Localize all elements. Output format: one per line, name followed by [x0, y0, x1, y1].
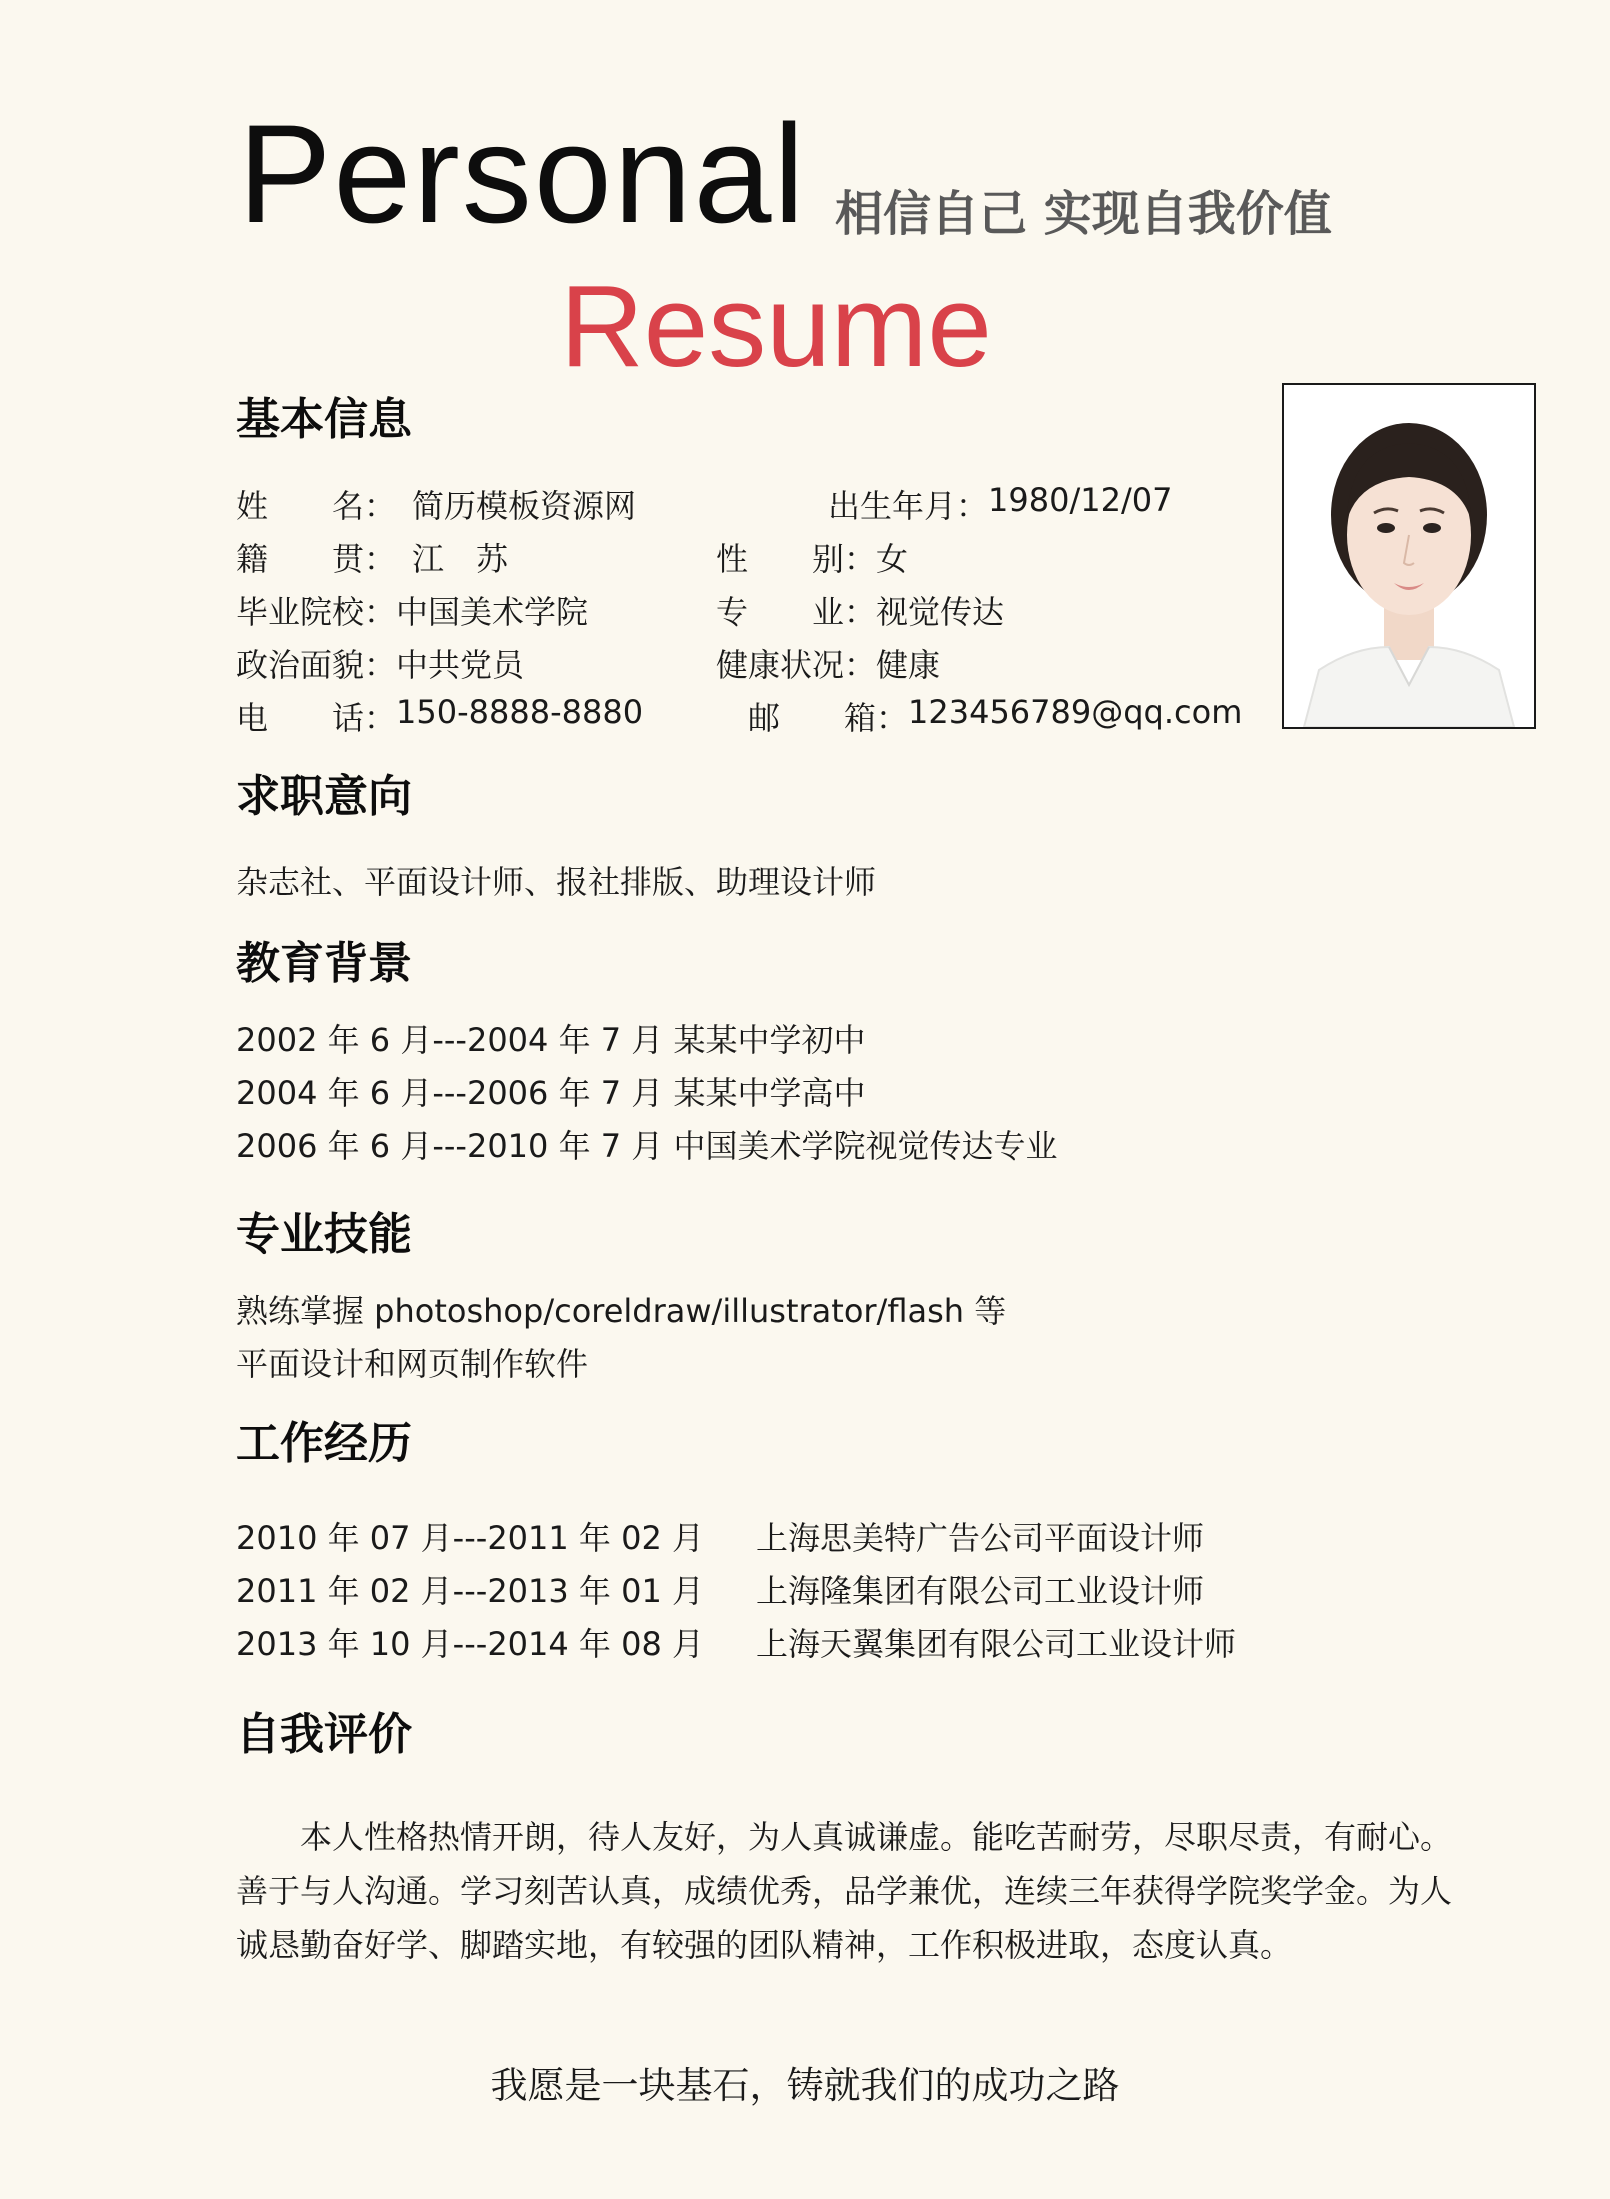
info-label: 健康状况：	[716, 646, 877, 684]
work-period: 2013 年 10 月---2014 年 08 月	[236, 1625, 704, 1663]
section-title-basic-info: 基本信息	[236, 394, 412, 445]
info-label: 电 话：	[236, 699, 397, 737]
info-row	[236, 640, 1256, 684]
title-personal: Personal	[238, 95, 807, 252]
work-period: 2010 年 07 月---2011 年 02 月	[236, 1519, 704, 1557]
info-row	[236, 693, 1256, 737]
skills-line: 熟练掌握 photoshop/coreldraw/illustrator/flash 等	[236, 1292, 1007, 1330]
footer-motto: 我愿是一块基石，铸就我们的成功之路	[490, 2064, 1120, 2107]
portrait-illustration	[1284, 385, 1534, 727]
info-label: 毕业院校：	[236, 593, 397, 631]
info-label: 出生年月：	[828, 487, 989, 525]
info-row	[236, 587, 1256, 631]
info-value: 视觉传达	[876, 593, 1005, 631]
info-label: 专 业：	[716, 593, 877, 631]
education-item: 2002 年 6 月---2004 年 7 月 某某中学初中	[236, 1021, 866, 1059]
work-desc: 上海隆集团有限公司工业设计师	[756, 1572, 1205, 1610]
section-title-work: 工作经历	[236, 1418, 412, 1469]
info-value: 女	[876, 540, 909, 578]
work-period: 2011 年 02 月---2013 年 01 月	[236, 1572, 704, 1610]
section-title-self-evaluation: 自我评价	[236, 1709, 412, 1760]
education-item: 2006 年 6 月---2010 年 7 月 中国美术学院视觉传达专业	[236, 1127, 1058, 1165]
self-evaluation-text: 本人性格热情开朗，待人友好，为人真诚谦虚。能吃苦耐劳，尽职尽责，有耐心。善于与人沟通。学习刻苦认真，成绩优秀，品学兼优，连续三年获得学院奖学金。为人诚恳勤奋好学、脚踏实地，有较强的团队精神，工作积极进取，态度认真。	[236, 1818, 1453, 1964]
slogan: 相信自己 实现自我价值	[835, 186, 1332, 242]
work-desc: 上海思美特广告公司平面设计师	[756, 1519, 1205, 1557]
info-value: 150-8888-8880	[396, 693, 644, 731]
skills-line: 平面设计和网页制作软件	[236, 1345, 589, 1383]
info-label: 邮 箱：	[748, 699, 909, 737]
job-intention-text: 杂志社、平面设计师、报社排版、助理设计师	[236, 863, 877, 901]
info-label: 政治面貌：	[236, 646, 397, 684]
info-value: 中共党员	[396, 646, 525, 684]
info-value: 123456789@qq.com	[908, 693, 1243, 731]
education-item: 2004 年 6 月---2006 年 7 月 某某中学高中	[236, 1074, 866, 1112]
title-resume: Resume	[560, 261, 992, 391]
info-value: 健康	[876, 646, 941, 684]
info-value: 中国美术学院	[396, 593, 589, 631]
work-desc: 上海天翼集团有限公司工业设计师	[756, 1625, 1237, 1663]
info-label: 籍 贯：	[236, 540, 397, 578]
info-row	[236, 534, 1256, 578]
info-row	[236, 481, 1256, 525]
info-label: 姓 名：	[236, 487, 397, 525]
info-value: 1980/12/07	[988, 481, 1173, 519]
section-title-education: 教育背景	[236, 938, 412, 989]
info-value: 简历模板资源网	[412, 487, 637, 525]
section-title-job-intention: 求职意向	[236, 771, 412, 822]
info-label: 性 别：	[716, 540, 877, 578]
section-title-skills: 专业技能	[236, 1209, 412, 1260]
profile-photo	[1282, 383, 1536, 729]
info-value: 江 苏	[412, 540, 509, 578]
